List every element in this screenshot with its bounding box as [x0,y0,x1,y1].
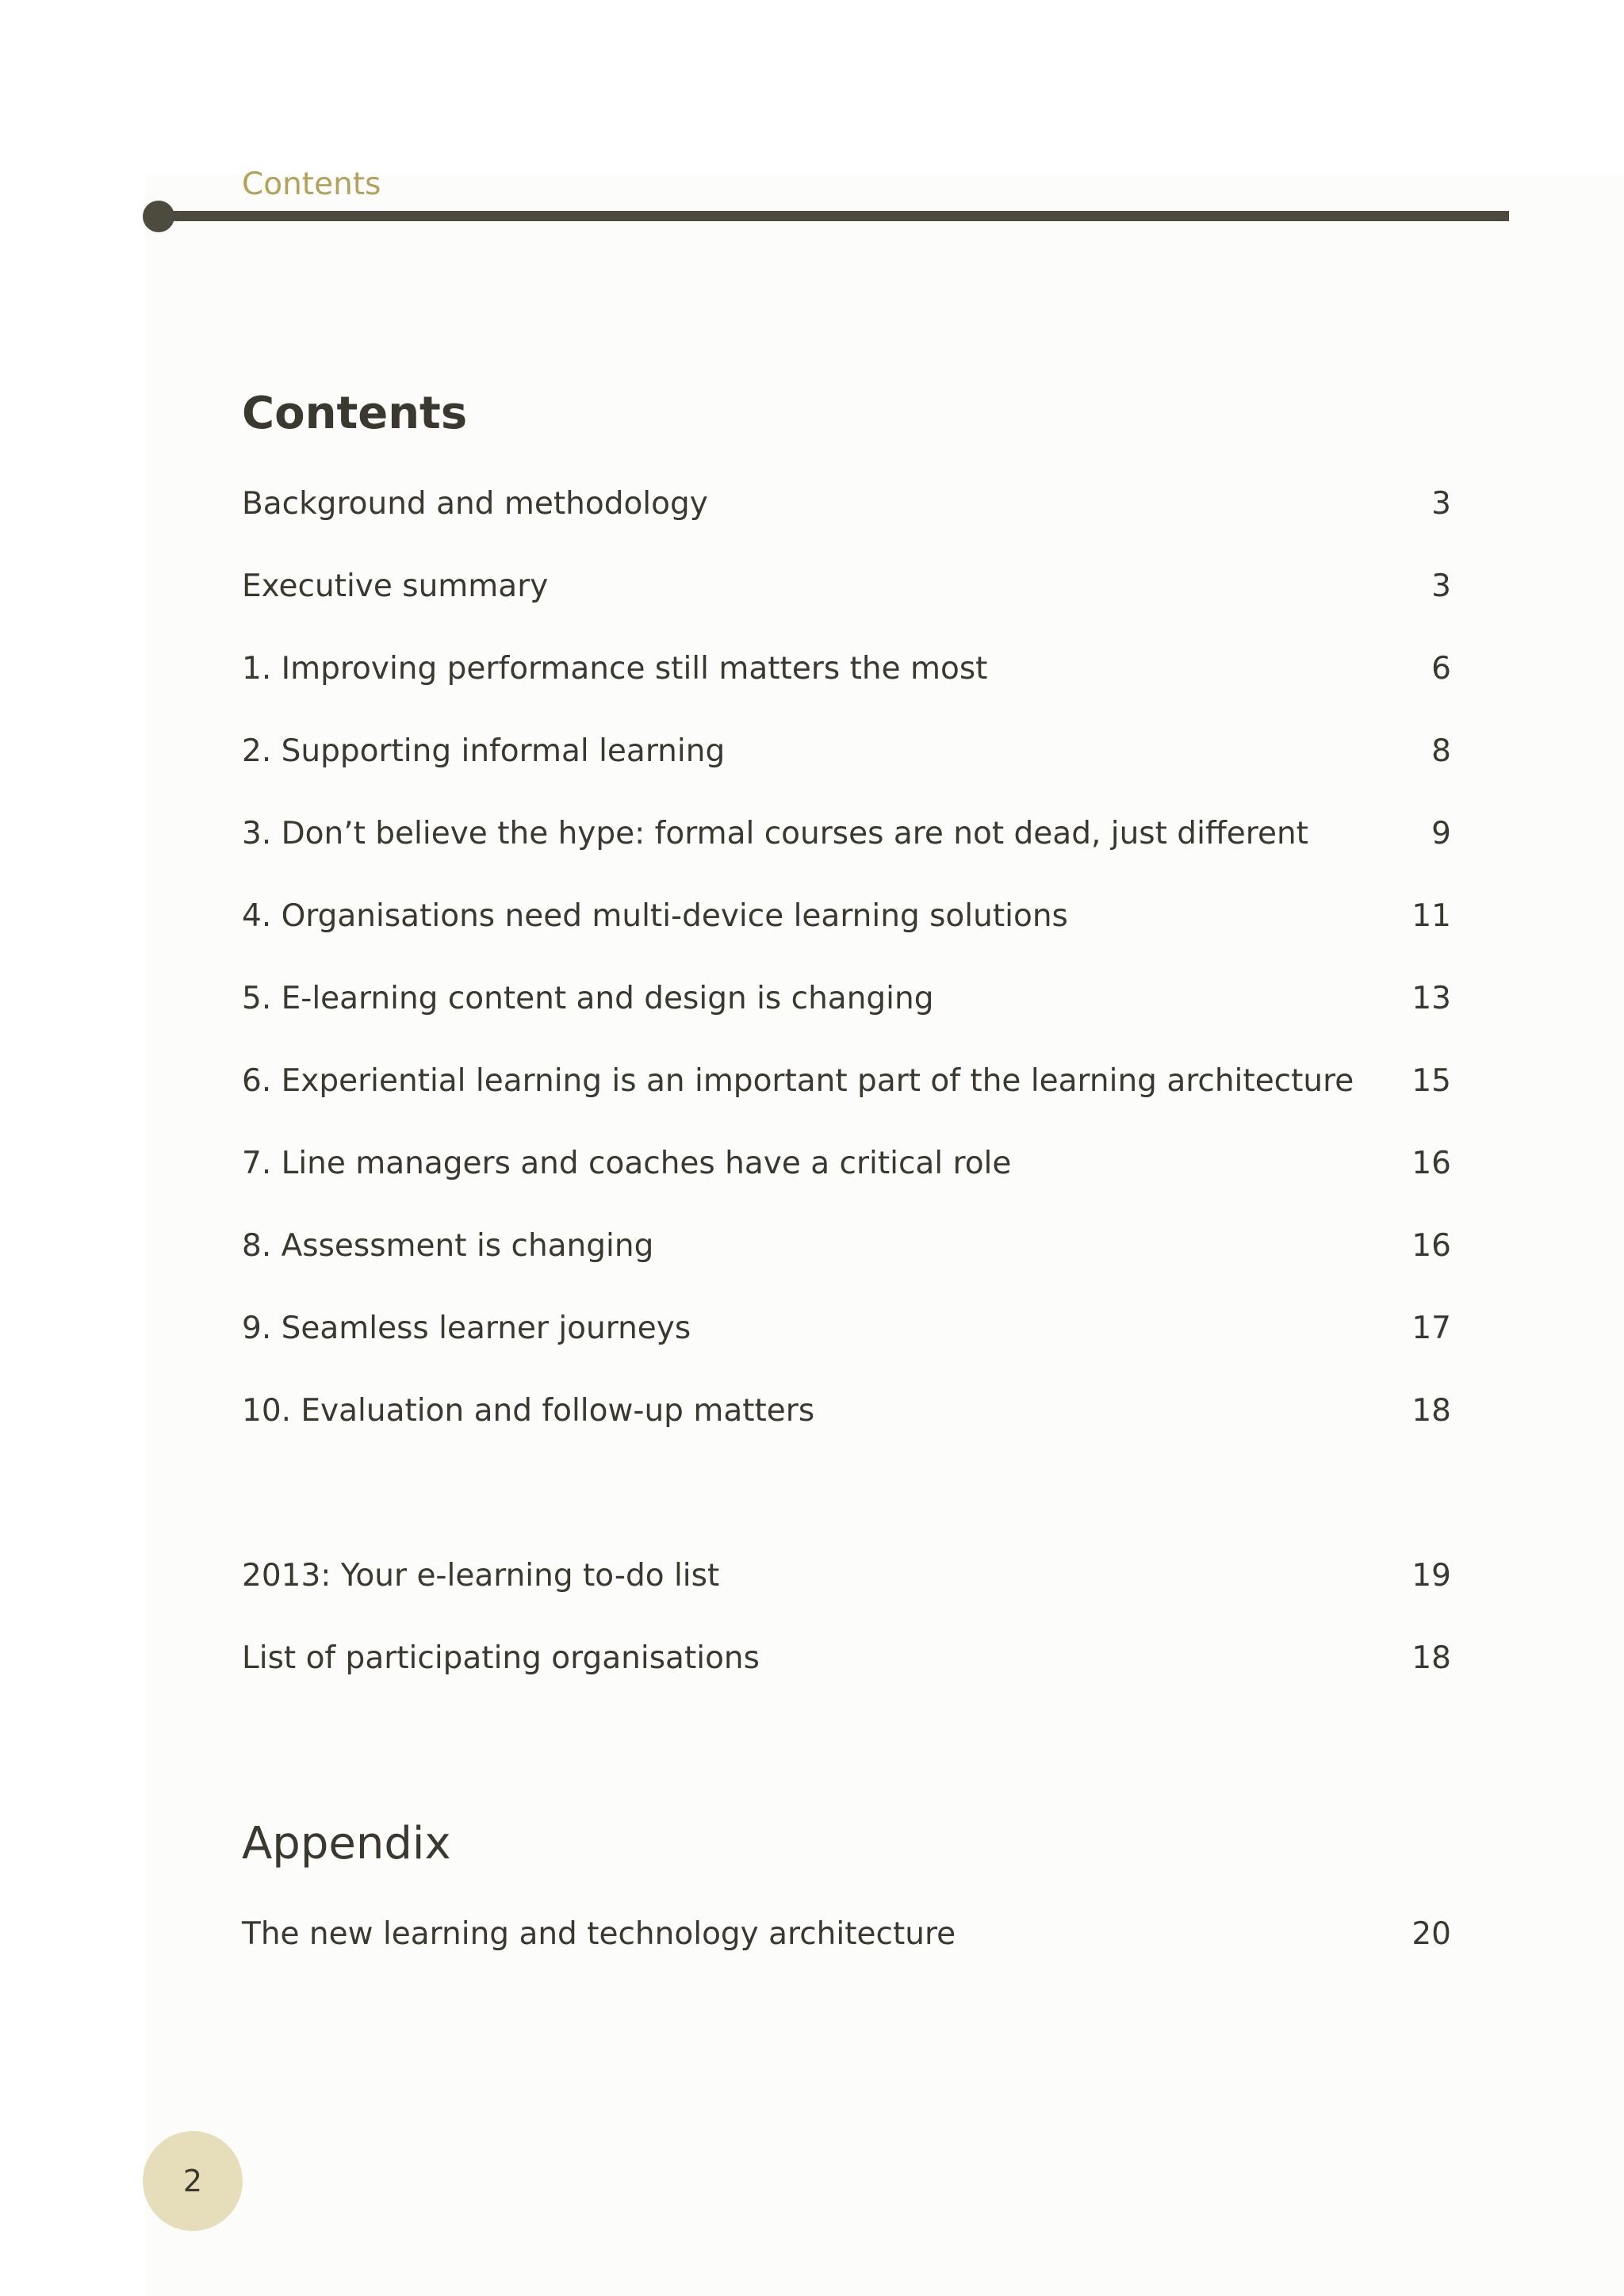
appendix-entry-label: The new learning and technology architecture [242,1915,956,1952]
toc-entry[interactable] [242,1552,1451,1599]
toc-entry-page: 16 [1411,1145,1451,1181]
toc-entry[interactable] [242,1634,1451,1682]
toc-entry-label: 2. Supporting informal learning [242,733,726,769]
toc-entry-label: 7. Line managers and coaches have a critical role [242,1145,1012,1181]
toc-entry[interactable] [242,1139,1451,1187]
toc-entry[interactable] [242,1387,1451,1434]
running-header: Contents [242,166,381,202]
toc-entry-label: 9. Seamless learner journeys [242,1310,691,1346]
toc-entry-label: Executive summary [242,568,549,604]
toc-entry[interactable] [242,480,1451,527]
toc-entry[interactable] [242,727,1451,775]
toc-entry[interactable] [242,892,1451,939]
toc-entry-page: 9 [1431,815,1451,851]
toc-entry-page: 15 [1411,1062,1451,1099]
toc-entry-label: 8. Assessment is changing [242,1227,654,1264]
page-number-badge [143,2131,243,2231]
toc-entry-label: List of participating organisations [242,1640,760,1676]
toc-entry-page: 17 [1411,1310,1451,1346]
toc-entry[interactable] [242,974,1451,1022]
toc-entry-label: 5. E-learning content and design is changing [242,980,934,1016]
toc-entry-label: 4. Organisations need multi-device learning solutions [242,897,1068,934]
toc-entry-page: 6 [1431,650,1451,687]
header-rule [159,211,1509,221]
toc-entry-page: 3 [1431,485,1451,522]
toc-entry-label: 3. Don’t believe the hype: formal courses are not dead, just different [242,815,1308,851]
toc-entry-page: 11 [1411,897,1451,934]
toc-entry-label: 2013: Your e-learning to-do list [242,1557,720,1594]
header-dot [143,201,174,232]
toc-entry[interactable] [242,645,1451,692]
toc-entry[interactable] [242,1304,1451,1352]
toc-entry-page: 13 [1411,980,1451,1016]
toc-entry-label: Background and methodology [242,485,708,522]
contents-title: Contents [242,388,468,439]
appendix-entry-page: 20 [1411,1915,1451,1952]
toc-entry-page: 18 [1411,1392,1451,1429]
page-number: 2 [182,2164,203,2198]
toc-entry[interactable] [242,1222,1451,1269]
toc-entry-page: 19 [1411,1557,1451,1594]
appendix-entry[interactable] [242,1910,1451,1957]
toc-entry-page: 18 [1411,1640,1451,1676]
appendix-title: Appendix [242,1818,451,1869]
toc-entry-page: 16 [1411,1227,1451,1264]
toc-entry[interactable] [242,562,1451,610]
toc-entry-label: 6. Experiential learning is an important part of the learning architecture [242,1062,1354,1099]
toc-entry[interactable] [242,809,1451,857]
toc-entry[interactable] [242,1057,1451,1104]
toc-entry-page: 3 [1431,568,1451,604]
toc-entry-page: 8 [1431,733,1451,769]
toc-entry-label: 1. Improving performance still matters the most [242,650,988,687]
toc-entry-label: 10. Evaluation and follow-up matters [242,1392,815,1429]
